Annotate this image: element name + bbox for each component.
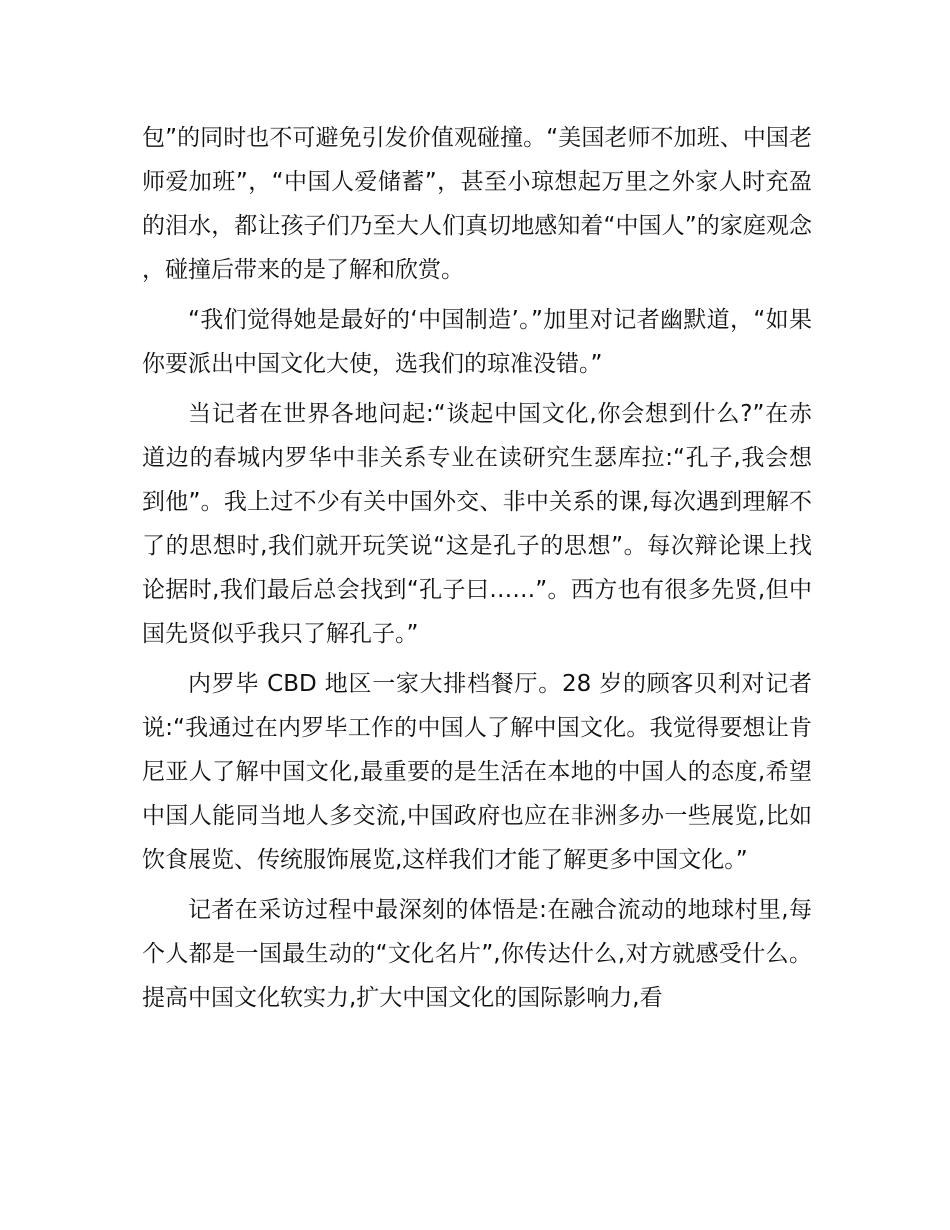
paragraph-3: 当记者在世界各地问起:“谈起中国文化,你会想到什么?”在赤道边的春城内罗华中非关系专业在读研究生瑟库拉:“孔子,我会想到他”。我上过不少有关中国外交、非中关系的课,每次遇到理解不了的思想时,我们就开玩笑说“这是孔子的思想”。每次辩论课上找论据时,我们最后总会找到“孔子曰……”。西方也有很多先贤,但中国先贤似乎我只了解孔子。” bbox=[142, 401, 812, 647]
paragraph-2: “我们觉得她是最好的‘中国制造’。”加里对记者幽默道，“如果你要派出中国文化大使，选我们的琼准没错。” bbox=[142, 307, 812, 377]
paragraph-5: 记者在采访过程中最深刻的体悟是:在融合流动的地球村里,每个人都是一国最生动的“文化名片”,你传达什么,对方就感受什么。提高中国文化软实力,扩大中国文化的国际影响力,看 bbox=[142, 897, 812, 1011]
paragraph-4: 内罗毕 CBD 地区一家大排档餐厅。28 岁的顾客贝利对记者说:“我通过在内罗毕工作的中国人了解中国文化。我觉得要想让肯尼亚人了解中国文化,最重要的是生活在本地的中国人的态度,希望中国人能同当地人多交流,中国政府也应在非洲多办一些展览,比如饮食展览、传统服饰展览,这样我们才能了解更多中国文化。” bbox=[142, 671, 812, 873]
article-body bbox=[142, 116, 812, 1026]
paragraph-1: 包”的同时也不可避免引发价值观碰撞。“美国老师不加班、中国老师爱加班”，“中国人爱储蓄”，甚至小琼想起万里之外家人时充盈的泪水，都让孩子们乃至大人们真切地感知着“中国人”的家庭观念，碰撞后带来的是了解和欣赏。 bbox=[142, 125, 812, 283]
